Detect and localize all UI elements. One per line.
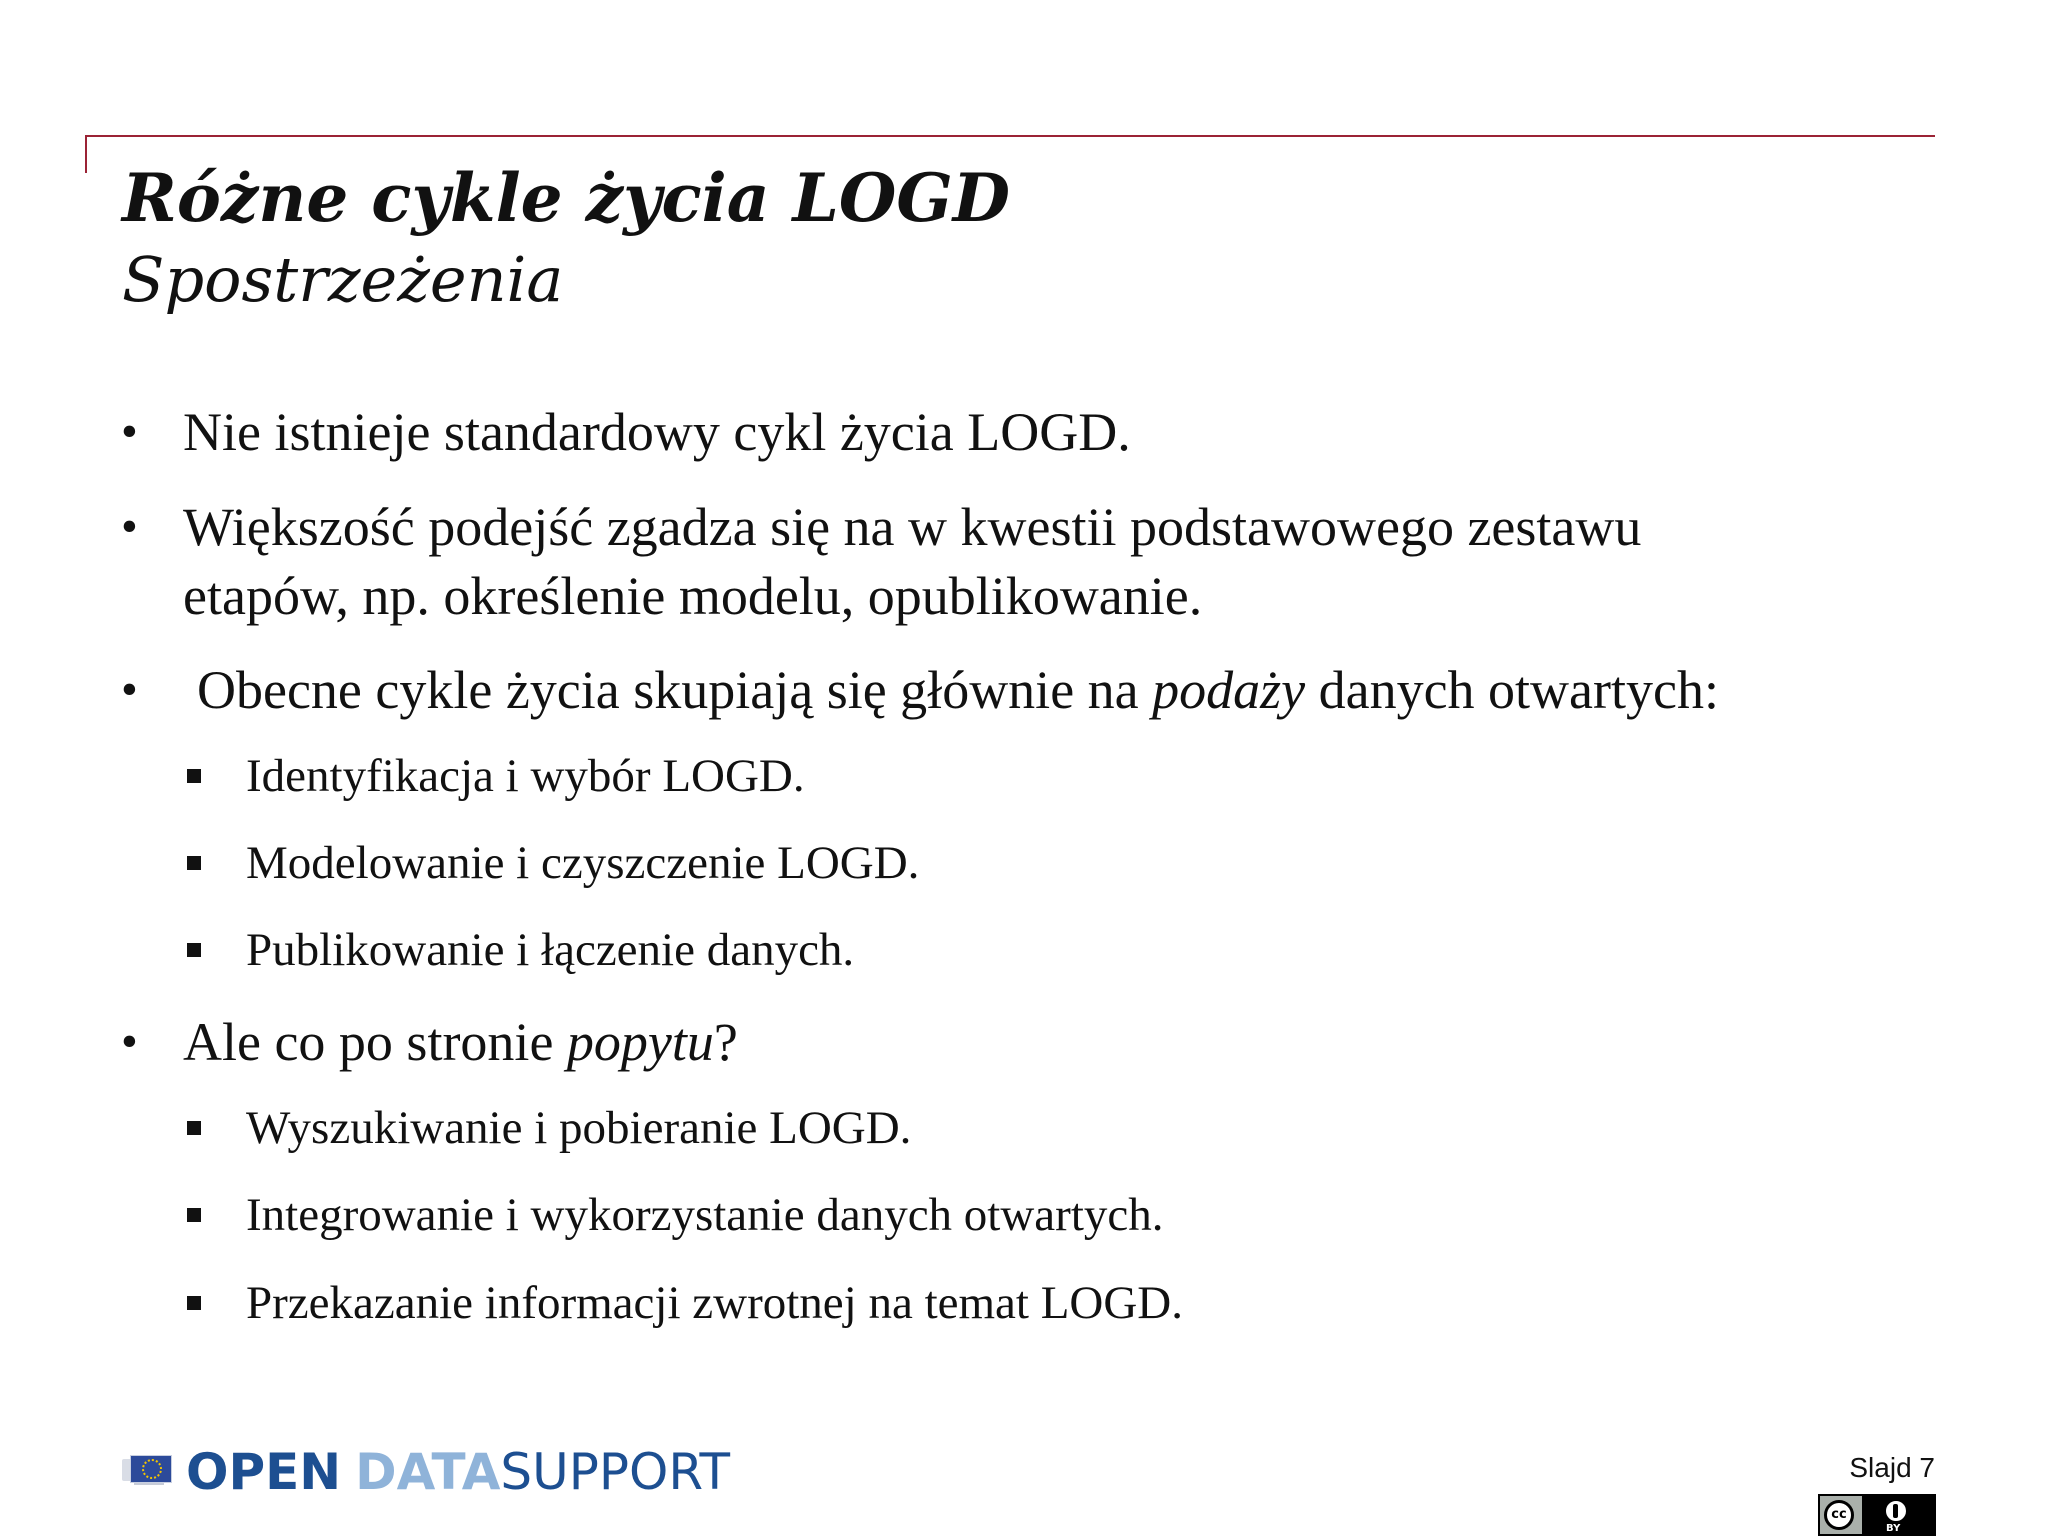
square-bullet-icon: [187, 856, 201, 870]
open-data-support-logo: [122, 1442, 730, 1502]
sub-bullet-text: Identyfikacja i wybór LOGD.: [246, 750, 805, 802]
bullet-item: [121, 398, 1131, 466]
brand-open: OPEN: [186, 1443, 342, 1501]
bullet-text: ?: [713, 1012, 738, 1072]
bullet-marker: •: [121, 500, 138, 553]
bullet-emphasis: popytu: [566, 1012, 714, 1072]
bullet-text: Nie istnieje standardowy cykl życia LOGD.: [183, 402, 1131, 462]
sub-bullet-item: [246, 746, 805, 806]
sub-bullet-item: [246, 1098, 911, 1158]
sub-bullet-item: [246, 920, 854, 980]
sub-bullet-text: Integrowanie i wykorzystanie danych otwartych.: [246, 1189, 1164, 1241]
brand-data: DATA: [355, 1443, 501, 1501]
sub-bullet-item: [246, 833, 919, 893]
slide-number: Slajd 7: [1849, 1452, 1935, 1483]
sub-bullet-text: Wyszukiwanie i pobieranie LOGD.: [246, 1102, 912, 1154]
bullet-marker: •: [121, 405, 138, 458]
bullet-item: [121, 493, 1642, 561]
sub-bullet-text: Modelowanie i czyszczenie LOGD.: [246, 837, 920, 889]
bullet-text: Ale co po stronie: [183, 1012, 567, 1072]
sub-bullet-text: Przekazanie informacji zwrotnej na temat LOGD.: [246, 1277, 1183, 1329]
bullet-emphasis: podaży: [1152, 660, 1306, 720]
bullet-marker: •: [121, 663, 138, 716]
bullet-item: [121, 1008, 738, 1076]
sub-bullet-item: [246, 1185, 1164, 1245]
brand-support: SUPPORT: [500, 1443, 731, 1501]
brand-wordmark: [186, 1442, 730, 1502]
license-by-label: BY: [1886, 1523, 1901, 1534]
bullet-item: [121, 656, 1719, 724]
slide-title: Różne cykle życia LOGD: [122, 159, 1010, 237]
sub-bullet-item: [246, 1273, 1183, 1333]
square-bullet-icon: [187, 1296, 201, 1310]
eu-flag-icon: [122, 1453, 174, 1491]
cc-icon: cc: [1824, 1500, 1854, 1530]
sub-bullet-text: Publikowanie i łączenie danych.: [246, 924, 855, 976]
square-bullet-icon: [187, 769, 201, 783]
bullet-text: etapów, np. określenie modelu, opublikowanie.: [183, 566, 1203, 626]
bullet-text: Większość podejść zgadza się na w kwestii podstawowego zestawu: [183, 497, 1642, 557]
bullet-text: Obecne cykle życia skupiają się głównie na: [197, 660, 1153, 720]
slide-subtitle: Spostrzeżenia: [122, 243, 564, 316]
square-bullet-icon: [187, 1121, 201, 1135]
bullet-continuation: [183, 562, 1202, 630]
bullet-marker: •: [121, 1015, 138, 1068]
cc-by-icon: [1818, 1494, 1936, 1536]
square-bullet-icon: [187, 1208, 201, 1222]
square-bullet-icon: [187, 943, 201, 957]
bullet-text: danych otwartych:: [1305, 660, 1719, 720]
